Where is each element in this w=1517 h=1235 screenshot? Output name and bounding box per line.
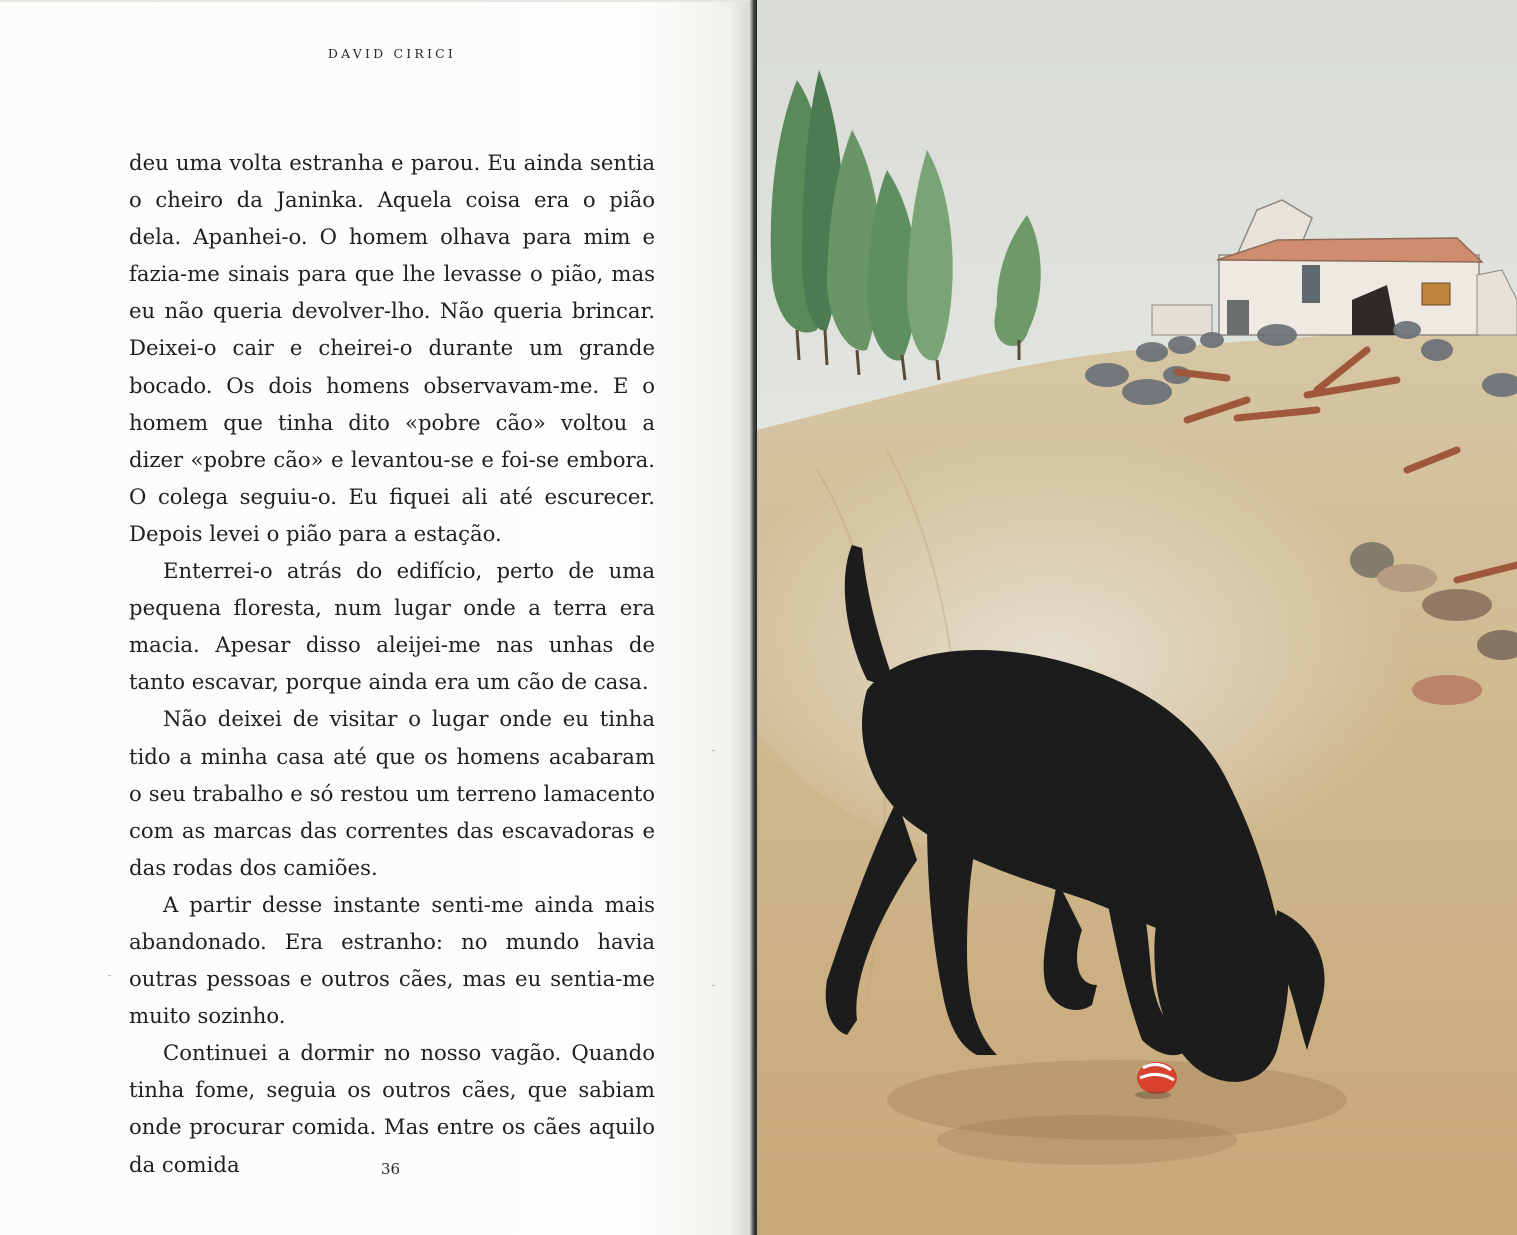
page-number: 36 xyxy=(381,1160,401,1178)
paper-speck xyxy=(712,750,715,751)
paragraph: A partir desse instante senti-me ainda mais abandonado. Era estranho: no mundo havia outras pessoas e outros cães, mas eu sentia-me muito sozinho. xyxy=(129,891,655,1029)
illustration-page xyxy=(757,0,1517,1235)
paragraph: Enterrei-o atrás do edifício, perto de uma pequena floresta, num lugar onde a terra era macia. Apesar disso aleijei-me nas unhas de tanto escavar, porque ainda era um cão de casa. xyxy=(129,558,655,695)
paragraph: deu uma volta estranha e parou. Eu ainda sentia o cheiro da Janinka. Aquela coisa era o pião dela. Apanhei-o. O homem olhava para mim e fazia-me sinais para que lhe levasse o pião, mas eu não queria devolver-lho. Não queria brincar. Deixei-o cair e cheirei-o durante um grande bocado. Os dois homens observavam-me. E o homem que tinha dito «pobre cão» voltou a dizer «pobre cão» e levantou-se e foi-se embora. O colega seguiu-o. Eu fiquei ali até escurecer. Depois levei o pião para a estação. xyxy=(129,150,655,546)
paragraph: Não deixei de visitar o lugar onde eu tinha tido a minha casa até que os homens acabaram o seu trabalho e só restou um terreno lamacento com as marcas das correntes das escavadoras e das rodas dos camiões. xyxy=(129,706,655,880)
running-head: DAVID CIRICI xyxy=(327,46,457,61)
watercolor-illustration xyxy=(757,0,1517,1235)
paper-speck xyxy=(712,985,715,986)
text-page xyxy=(0,0,752,1235)
paper-speck xyxy=(108,975,111,976)
paragraph: Continuei a dormir no nosso vagão. Quando tinha fome, seguia os outros cães, que sabiam onde procurar comida. Mas entre os cães aquilo da comida xyxy=(129,1040,655,1177)
body-text xyxy=(129,144,655,1183)
